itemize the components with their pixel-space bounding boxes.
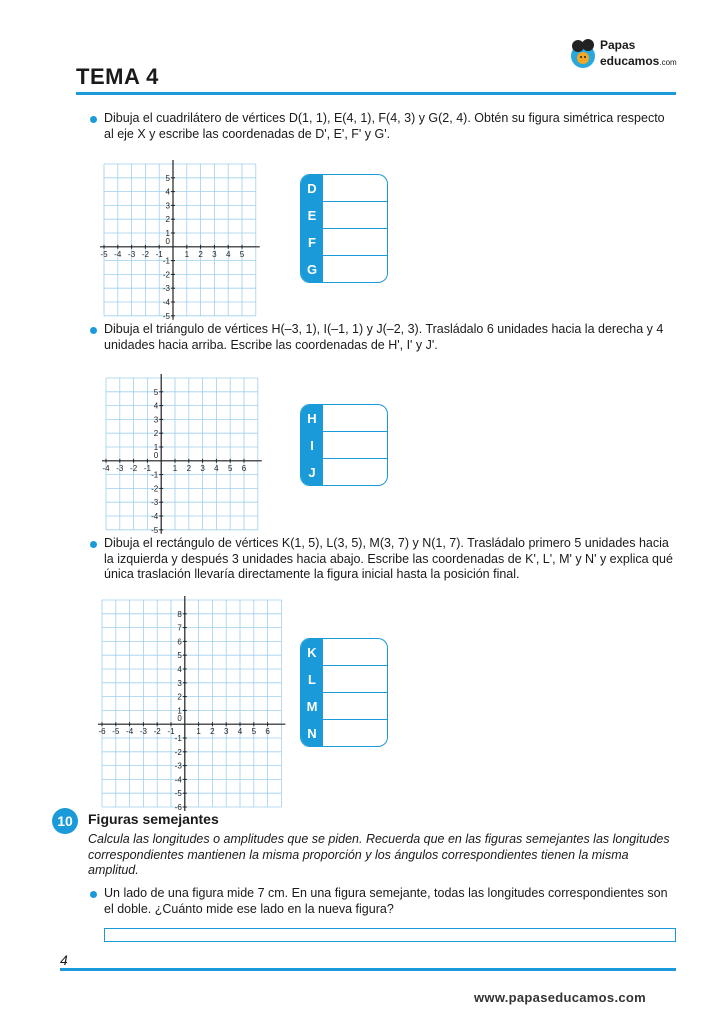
- x-tick-label: -4: [126, 727, 134, 737]
- footer-divider: [60, 968, 676, 971]
- x-tick-label: -2: [141, 249, 149, 259]
- y-tick-label: -2: [162, 270, 170, 280]
- x-tick-label: 3: [212, 249, 217, 259]
- row-label: H: [301, 405, 323, 431]
- x-tick-label: -1: [143, 463, 151, 473]
- y-tick-label: -6: [174, 803, 182, 812]
- row-label: E: [301, 202, 323, 228]
- x-tick-label: 4: [214, 463, 219, 473]
- answer-row[interactable]: [301, 405, 387, 432]
- y-tick-label: -2: [151, 484, 159, 494]
- answer-table-3: [300, 638, 388, 747]
- y-tick-label: -5: [174, 789, 182, 799]
- answer-row[interactable]: [301, 720, 387, 746]
- y-tick-label: -2: [174, 747, 182, 757]
- bullet-icon: [90, 891, 97, 898]
- x-tick-label: -4: [102, 463, 110, 473]
- answer-row[interactable]: [301, 432, 387, 459]
- x-tick-label: -3: [139, 727, 147, 737]
- y-tick-label: 4: [165, 187, 170, 197]
- row-label: M: [301, 693, 323, 719]
- coordinate-grid-3[interactable]: [96, 594, 287, 813]
- x-tick-label: 6: [241, 463, 247, 473]
- y-tick-label: 2: [153, 429, 159, 439]
- x-tick-label: -5: [112, 727, 120, 737]
- x-tick-label: -2: [153, 727, 161, 737]
- answer-row[interactable]: [301, 459, 387, 485]
- y-tick-label: 3: [153, 415, 159, 425]
- y-tick-label: -1: [174, 734, 182, 743]
- y-tick-label: -5: [162, 311, 170, 321]
- x-tick-label: 1: [184, 249, 190, 259]
- origin-label: 0: [177, 714, 182, 724]
- page-title: TEMA 4: [76, 64, 159, 89]
- x-tick-label: 4: [225, 249, 231, 259]
- answer-row[interactable]: [301, 693, 387, 720]
- y-tick-label: -5: [151, 525, 159, 535]
- answer-row[interactable]: [301, 256, 387, 282]
- y-tick-label: 3: [177, 678, 182, 688]
- y-tick-label: -4: [174, 775, 182, 785]
- exercise-3-text: Dibuja el rectángulo de vértices K(1, 5), L(3, 5), M(3, 7) y N(1, 7). Trasládalo primero 5 unidades hacia la izquierda y después 3 unidades hacia abajo. Escribe las coordenadas de K', L', M' y N' y explica qué única traslación llevaría directamente la figura inicial hasta la posición final.: [104, 536, 673, 581]
- answer-row[interactable]: [301, 202, 387, 229]
- x-tick-label: -6: [98, 727, 106, 737]
- y-tick-label: -1: [162, 256, 170, 266]
- x-tick-label: 1: [196, 727, 201, 737]
- row-label: J: [301, 459, 323, 485]
- y-tick-label: 2: [165, 215, 170, 225]
- coordinate-grid-1[interactable]: [98, 158, 262, 322]
- answer-row[interactable]: [301, 666, 387, 693]
- answer-input-box[interactable]: [104, 928, 676, 942]
- x-tick-label: -3: [128, 249, 136, 259]
- x-tick-label: -1: [167, 727, 175, 737]
- y-tick-label: -1: [151, 470, 159, 480]
- y-tick-label: 1: [177, 706, 182, 716]
- logo-text-line1: Papas: [600, 38, 636, 52]
- answer-table-1: [300, 174, 388, 283]
- row-label: I: [301, 432, 323, 458]
- grid-svg: [100, 372, 264, 536]
- section-question: Un lado de una figura mide 7 cm. En una figura semejante, todas las longitudes correspondientes son el doble. ¿Cuánto mide ese lado en la nueva figura?: [104, 886, 668, 916]
- logo: [568, 36, 678, 76]
- section-title: Figuras semejantes: [88, 811, 219, 827]
- y-tick-label: 4: [177, 665, 182, 674]
- y-tick-label: 5: [153, 387, 159, 397]
- x-tick-label: 2: [186, 463, 192, 473]
- y-tick-label: -3: [174, 761, 182, 771]
- y-tick-label: -3: [162, 284, 170, 294]
- section-number-badge: 10: [52, 808, 78, 834]
- row-label: L: [301, 666, 323, 692]
- bullet-icon: [90, 327, 97, 334]
- x-tick-label: -5: [100, 249, 108, 259]
- x-tick-label: 5: [227, 463, 233, 473]
- x-tick-label: 3: [223, 727, 229, 737]
- y-tick-label: 6: [177, 637, 182, 647]
- exercise-2-text: Dibuja el triángulo de vértices H(–3, 1), I(–1, 1) y J(–2, 3). Trasládalo 6 unidades hacia la derecha y 4 unidades hacia arriba. Escribe las coordenadas de H', I' y J'.: [104, 322, 664, 352]
- x-tick-label: 2: [210, 727, 215, 737]
- x-tick-label: -2: [130, 463, 138, 473]
- y-tick-label: 4: [153, 401, 159, 411]
- row-label: F: [301, 229, 323, 255]
- y-tick-label: 5: [177, 651, 182, 661]
- x-tick-label: 5: [239, 249, 245, 259]
- y-tick-label: 2: [177, 692, 182, 702]
- x-tick-label: 5: [251, 727, 257, 737]
- answer-row[interactable]: [301, 639, 387, 666]
- y-tick-label: -4: [151, 512, 159, 521]
- grid-svg: [98, 158, 262, 322]
- y-tick-label: 1: [153, 443, 159, 452]
- y-tick-label: -4: [162, 298, 170, 307]
- x-tick-label: -4: [114, 249, 122, 259]
- y-tick-label: -3: [151, 498, 159, 508]
- header-divider: [76, 92, 676, 95]
- x-tick-label: 3: [200, 463, 205, 473]
- answer-table-2: [300, 404, 388, 486]
- x-tick-label: -1: [155, 249, 163, 259]
- x-tick-label: 6: [265, 727, 270, 737]
- grid-svg: [96, 594, 287, 813]
- row-label: D: [301, 175, 323, 201]
- origin-label: 0: [165, 236, 170, 246]
- y-tick-label: 7: [177, 623, 182, 633]
- row-label: G: [301, 256, 323, 282]
- y-tick-label: 1: [165, 229, 170, 238]
- y-tick-label: 8: [177, 609, 182, 619]
- section-intro: Calcula las longitudes o amplitudes que se piden. Recuerda que en las figuras semejantes las longitudes correspondientes mantienen la misma proporción y los ángulos correspondientes tienen la misma amplitud.: [88, 832, 670, 877]
- y-tick-label: 5: [165, 173, 170, 183]
- x-tick-label: 2: [198, 249, 203, 259]
- answer-row[interactable]: [301, 229, 387, 256]
- x-tick-label: -3: [116, 463, 124, 473]
- row-label: N: [301, 720, 323, 746]
- x-tick-label: 4: [237, 727, 243, 737]
- origin-label: 0: [153, 450, 159, 460]
- row-label: K: [301, 639, 323, 665]
- answer-row[interactable]: [301, 175, 387, 202]
- coordinate-grid-2[interactable]: [100, 372, 264, 536]
- y-tick-label: 3: [165, 201, 170, 211]
- footer-url: www.papaseducamos.com: [474, 990, 646, 1005]
- logo-text-line2: educamos.com: [600, 54, 677, 68]
- logo-icon: [568, 36, 598, 70]
- page-number: 4: [60, 952, 68, 968]
- bullet-icon: [90, 541, 97, 548]
- x-tick-label: 1: [172, 463, 178, 473]
- bullet-icon: [90, 116, 97, 123]
- exercise-1-text: Dibuja el cuadrilátero de vértices D(1, 1), E(4, 1), F(4, 3) y G(2, 4). Obtén su figura simétrica respecto al eje X y escribe las coordenadas de D', E', F' y G'.: [104, 111, 665, 141]
